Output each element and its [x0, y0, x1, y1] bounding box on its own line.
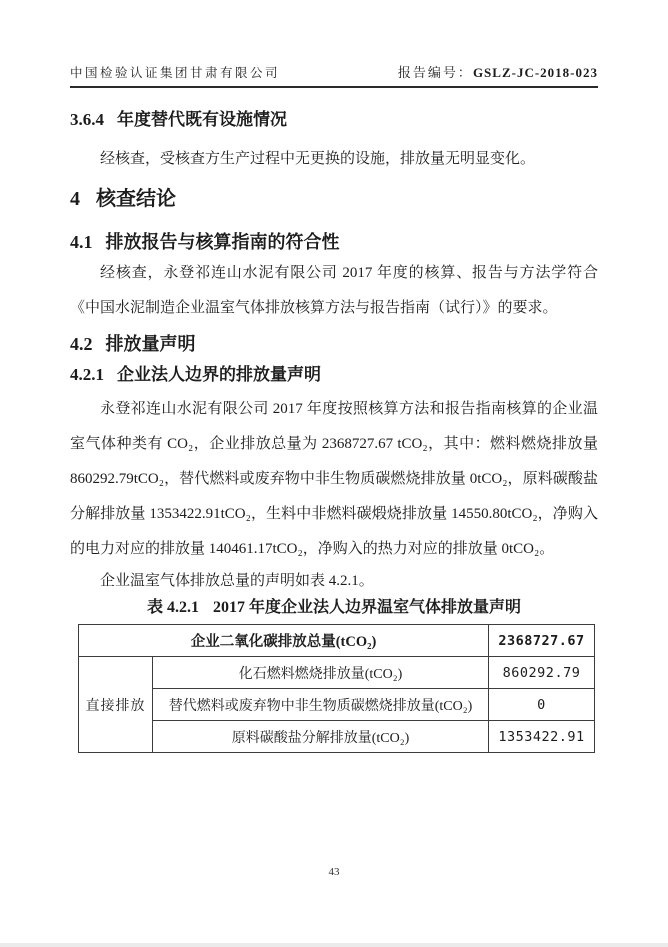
- table-caption: [70, 597, 598, 619]
- heading-3-6-4-number: 3.6.4: [70, 110, 104, 129]
- heading-4-1-number: 4.1: [70, 232, 93, 252]
- heading-4-1-title: 排放报告与核算指南的符合性: [105, 232, 340, 252]
- paragraph-4-2-1: 永登祁连山水泥有限公司 2017 年度按照核算方法和报告指南核算的企业温室气体种类有 CO₂，企业排放总量为 2368727.67 tCO₂，其中：燃料燃烧排放量 860292.79tCO₂，替代燃料或废弃物中非生物质碳燃烧排放量 0tCO₂，原料碳酸盐分解排放量 1353422.91tCO₂，生料中非燃料碳煅烧排放量 14550.80tCO₂，净购入的电力对应的排放量 140461.17tCO₂，净购入的热力对应的排放量 0tCO₂。: [70, 401, 598, 557]
- paragraph-table-intro: 企业温室气体排放总量的声明如表 4.2.1。: [100, 573, 374, 589]
- heading-4-2-title: 排放量声明: [105, 334, 196, 354]
- direct-emission-group-label: 直接排放: [79, 657, 153, 753]
- running-header: [70, 62, 598, 88]
- company-name: 中国检验认证集团甘肃有限公司: [70, 66, 281, 80]
- row-label: 替代燃料或废弃物中非生物质碳燃烧排放量(tCO₂): [153, 689, 489, 721]
- report-number: [398, 62, 598, 84]
- row-value: 0: [489, 689, 595, 721]
- total-emission-value: 2368727.67: [489, 625, 595, 657]
- heading-4-2-1-number: 4.2.1: [70, 365, 104, 384]
- paragraph-4-1: 经核查，永登祁连山水泥有限公司 2017 年度的核算、报告与方法学符合《中国水泥制造企业温室气体排放核算方法与报告指南（试行）》的要求。: [70, 265, 598, 316]
- table-row: [79, 721, 595, 753]
- paragraph-3-6-4: 经核查，受核查方生产过程中无更换的设施，排放量无明显变化。: [100, 151, 536, 167]
- heading-3-6-4-title: 年度替代既有设施情况: [117, 110, 287, 129]
- heading-4-2: [70, 332, 598, 356]
- scan-edge: [0, 943, 668, 947]
- table-row-total: [79, 625, 595, 657]
- heading-4-2-1-title: 企业法人边界的排放量声明: [117, 365, 321, 384]
- report-number-label: 报告编号：: [397, 65, 473, 80]
- table-row: [79, 657, 595, 689]
- heading-4: [70, 186, 598, 212]
- heading-4-1: [70, 230, 598, 254]
- report-number-code: GSLZ-JC-2018-023: [472, 65, 598, 80]
- heading-4-title: 核查结论: [96, 188, 176, 210]
- page-number: 43: [328, 866, 340, 878]
- heading-4-2-1: [70, 364, 598, 386]
- heading-4-number: 4: [70, 188, 80, 210]
- row-value: 860292.79: [489, 657, 595, 689]
- row-label: 化石燃料燃烧排放量(tCO₂): [153, 657, 489, 689]
- table-caption-text: 2017 年度企业法人边界温室气体排放量声明: [213, 599, 522, 616]
- emission-declaration-table: [78, 624, 595, 753]
- total-emission-label: 企业二氧化碳排放总量(tCO₂): [79, 625, 489, 657]
- row-label: 原料碳酸盐分解排放量(tCO₂): [153, 721, 489, 753]
- table-caption-number: 表 4.2.1: [146, 599, 199, 616]
- table-row: [79, 689, 595, 721]
- heading-3-6-4: [70, 109, 598, 130]
- row-value: 1353422.91: [489, 721, 595, 753]
- heading-4-2-number: 4.2: [70, 334, 93, 354]
